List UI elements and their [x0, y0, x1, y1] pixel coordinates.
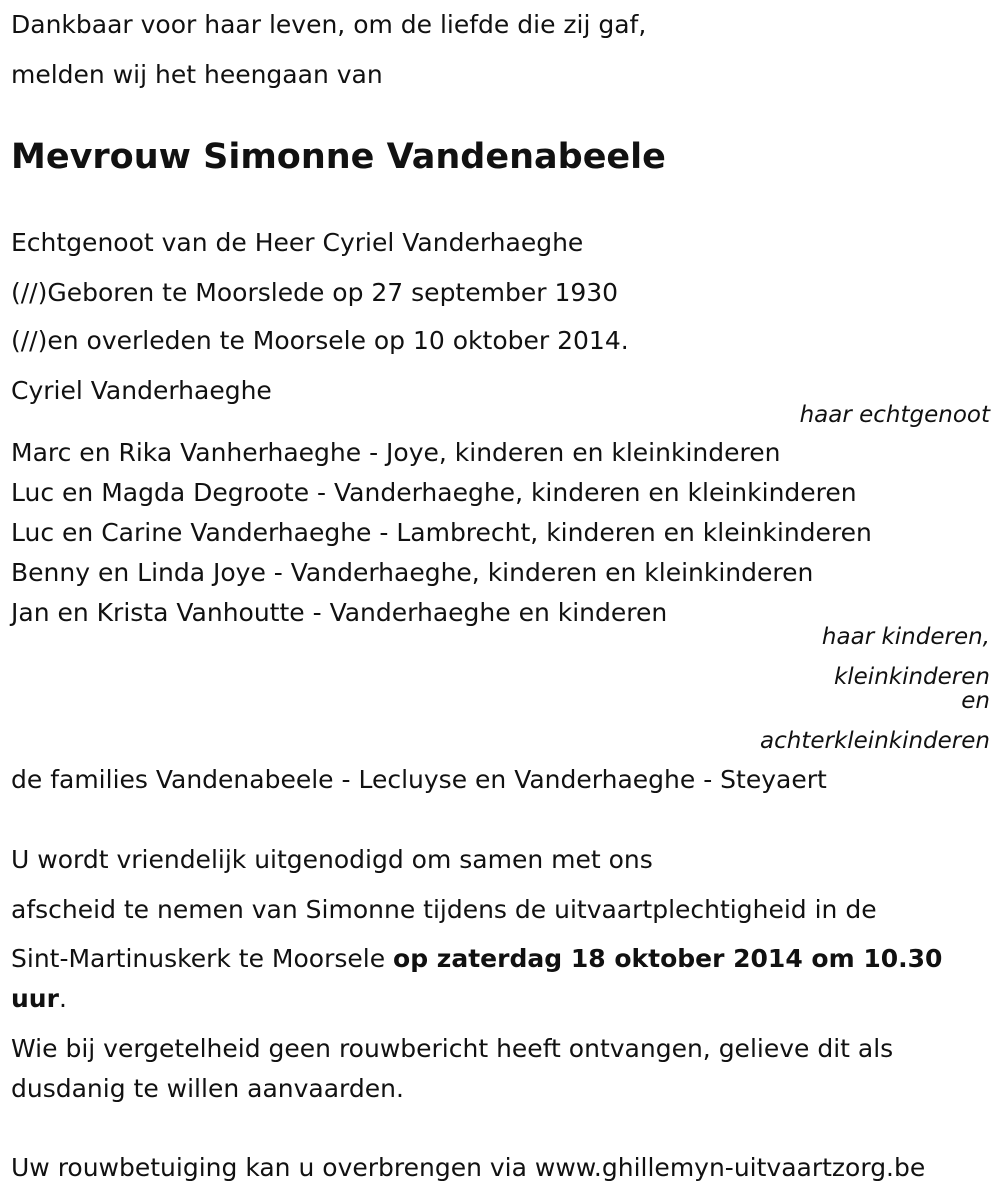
- invitation-line-1: U wordt vriendelijk uitgenodigd om samen met ons: [11, 845, 653, 874]
- list-item: Jan en Krista Vanhoutte - Vanderhaeghe en kinderen: [11, 598, 668, 627]
- list-item: Luc en Carine Vanderhaeghe - Lambrecht, kinderen en kleinkinderen: [11, 518, 872, 547]
- invitation-line-3: [11, 944, 942, 974]
- spouse-role: haar echtgenoot: [799, 402, 990, 428]
- children-role-line: achterkleinkinderen: [760, 728, 990, 754]
- notice-line-1: Wie bij vergetelheid geen rouwbericht heeft ontvangen, gelieve dit als: [11, 1034, 894, 1063]
- list-item: Marc en Rika Vanherhaeghe - Joye, kinderen en kleinkinderen: [11, 438, 781, 467]
- spouse-line: Echtgenoot van de Heer Cyriel Vanderhaeghe: [11, 228, 584, 257]
- notice-line-2: dusdanig te willen aanvaarden.: [11, 1074, 404, 1103]
- list-item: Luc en Magda Degroote - Vanderhaeghe, kinderen en kleinkinderen: [11, 478, 857, 507]
- invitation-line-4: [11, 984, 67, 1014]
- intro-line-1: Dankbaar voor haar leven, om de liefde die zij gaf,: [11, 10, 647, 39]
- died-line: (//)en overleden te Moorsele op 10 oktober 2014.: [11, 326, 629, 355]
- children-role-line: en: [961, 688, 990, 714]
- ceremony-datetime: op zaterdag 18 oktober 2014 om 10.30: [393, 944, 943, 973]
- spouse-mourner: Cyriel Vanderhaeghe: [11, 376, 272, 405]
- invitation-period: .: [58, 984, 67, 1013]
- ceremony-time-unit: uur: [11, 984, 59, 1013]
- born-line: (//)Geboren te Moorslede op 27 september 1930: [11, 278, 619, 307]
- children-role-line: haar kinderen,: [821, 624, 990, 650]
- invitation-plain-text: Sint-Martinuskerk te Moorsele: [11, 944, 394, 973]
- children-role-line: kleinkinderen: [833, 664, 990, 690]
- families-line: de families Vandenabeele - Lecluyse en Vanderhaeghe - Steyaert: [11, 765, 827, 794]
- list-item: Benny en Linda Joye - Vanderhaeghe, kinderen en kleinkinderen: [11, 558, 814, 587]
- deceased-name: Mevrouw Simonne Vandenabeele: [11, 137, 666, 177]
- invitation-line-2: afscheid te nemen van Simonne tijdens de uitvaartplechtigheid in de: [11, 895, 877, 924]
- condolence-line: Uw rouwbetuiging kan u overbrengen via www.ghillemyn-uitvaartzorg.be: [11, 1153, 926, 1182]
- intro-line-2: melden wij het heengaan van: [11, 60, 383, 89]
